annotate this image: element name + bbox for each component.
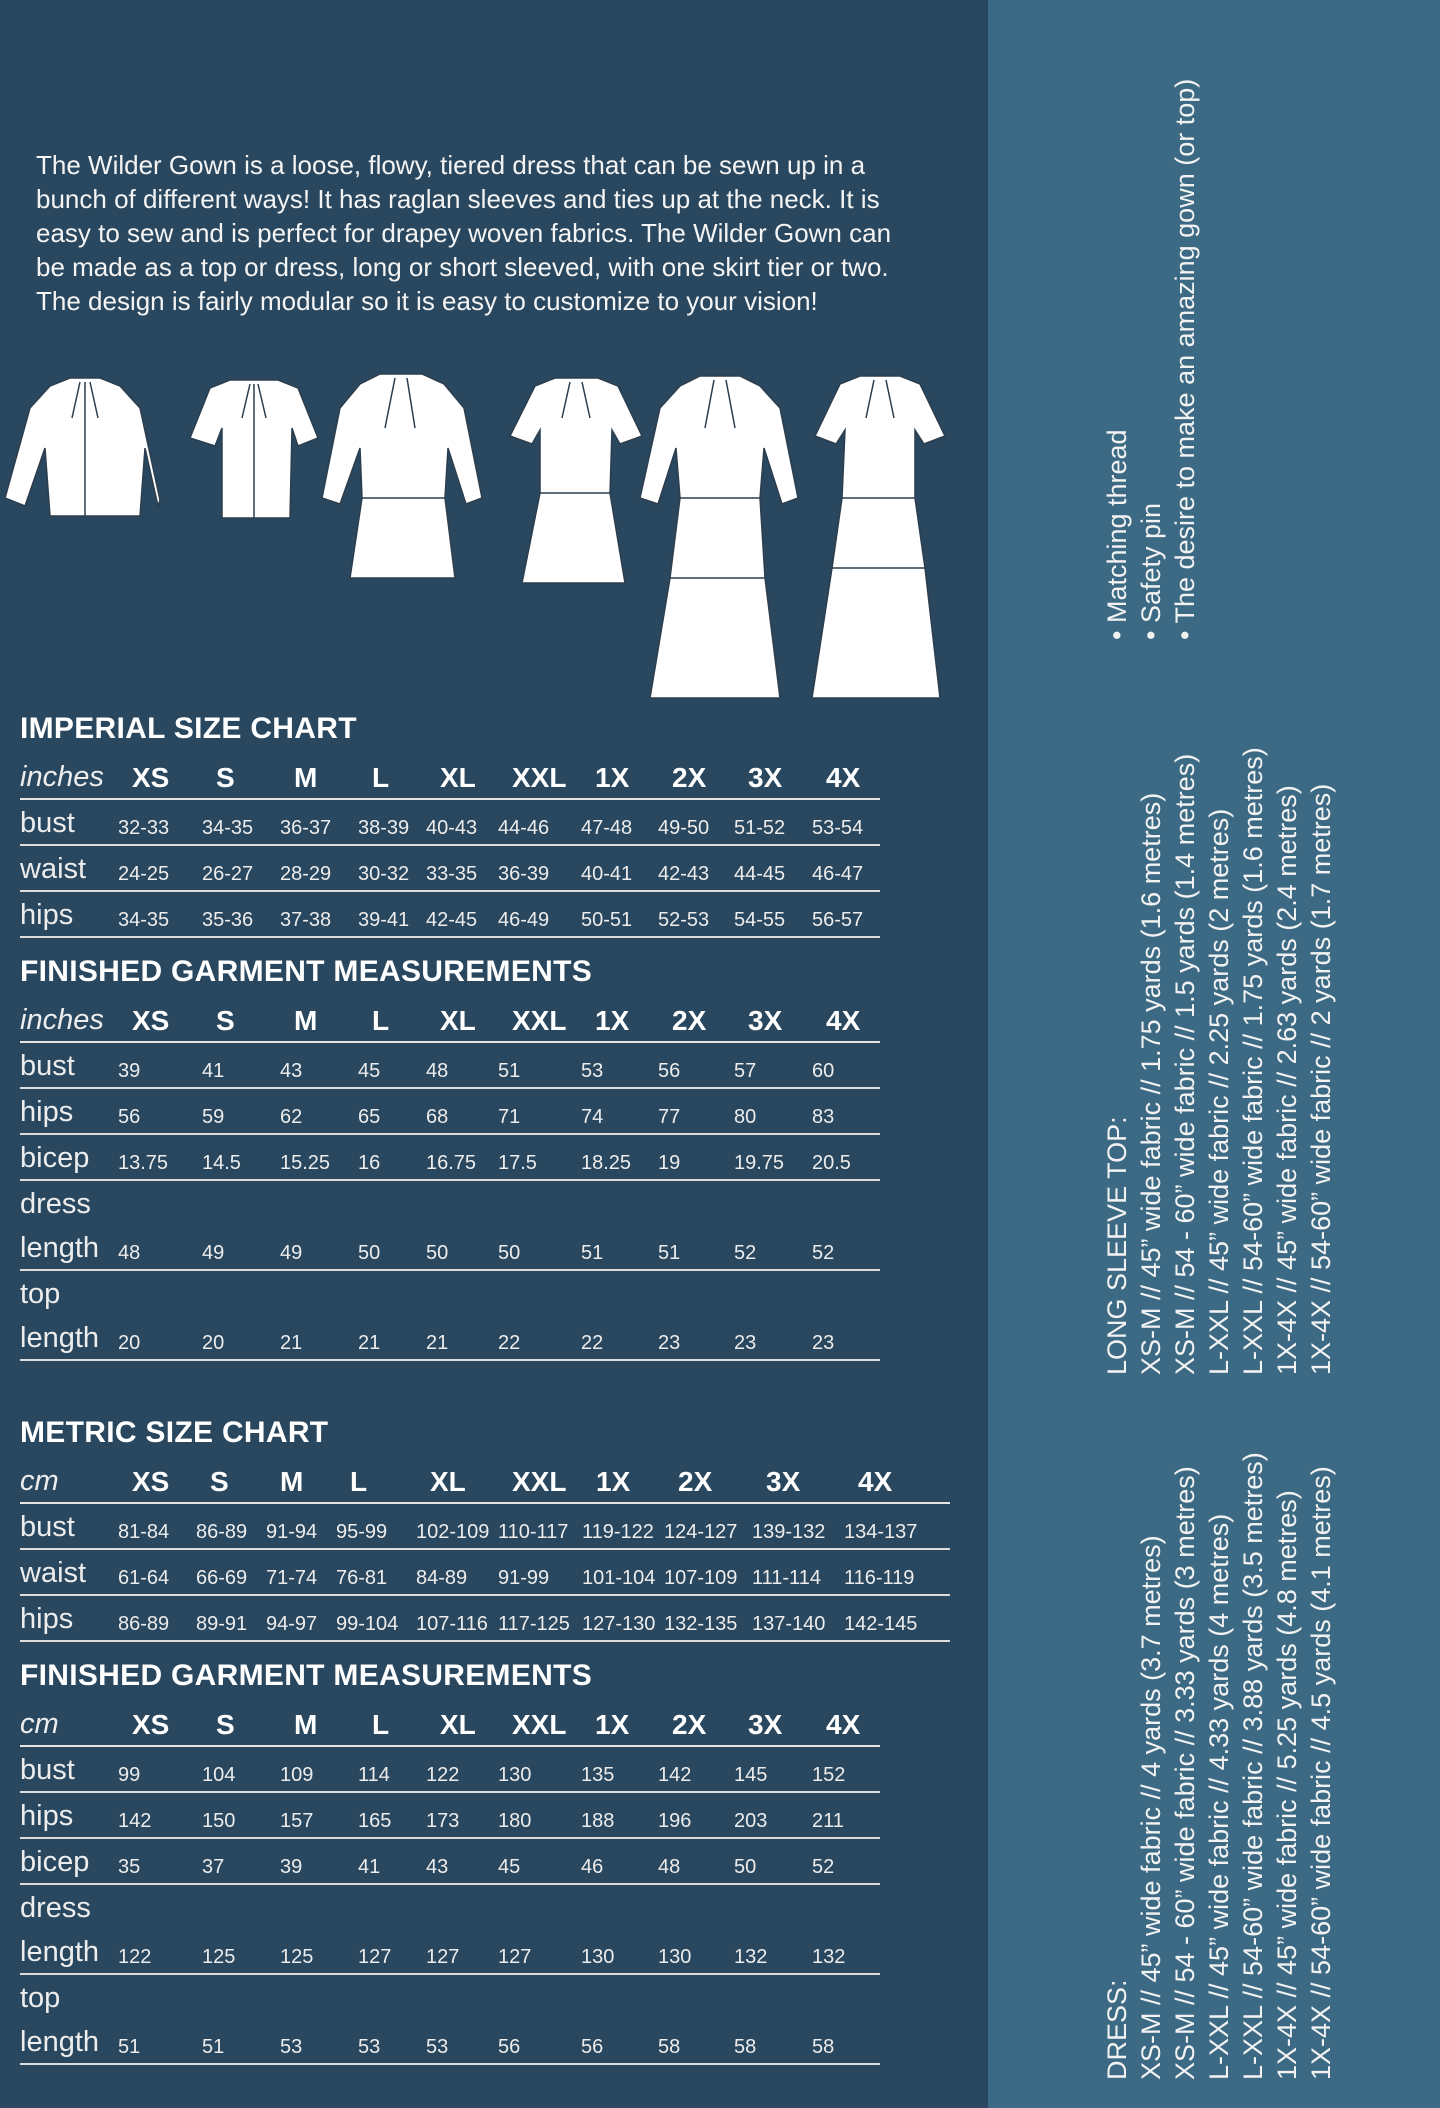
garment-illustrations bbox=[0, 368, 960, 708]
long-sleeve-dress-illustration bbox=[322, 374, 482, 578]
table-row bbox=[20, 1181, 880, 1225]
section-title: METRIC SIZE CHART bbox=[20, 1416, 329, 1449]
table-cell: 130 bbox=[498, 1764, 532, 1786]
table-cell: 95-99 bbox=[336, 1521, 388, 1543]
table-cell: 34-35 bbox=[202, 817, 254, 839]
table-cell: 49-50 bbox=[658, 817, 710, 839]
size-header: 4X bbox=[858, 1466, 893, 1497]
row-label: bust bbox=[20, 807, 75, 839]
size-header: M bbox=[280, 1466, 304, 1497]
row-label: waist bbox=[20, 853, 87, 885]
table-cell: 84-89 bbox=[416, 1567, 468, 1589]
row-label: length bbox=[20, 2026, 100, 2058]
dress-yardage bbox=[1100, 1452, 1338, 2080]
table-cell: 150 bbox=[202, 1810, 236, 1832]
size-header: 3X bbox=[748, 1005, 783, 1036]
unit-label: cm bbox=[20, 1708, 59, 1740]
table-cell: 37 bbox=[202, 1856, 225, 1878]
short-sleeve-dress-illustration bbox=[510, 378, 642, 583]
notion-item: • Matching thread bbox=[1102, 429, 1132, 640]
size-header: XXL bbox=[512, 762, 567, 793]
table-cell: 54-55 bbox=[734, 909, 786, 931]
table-cell: 66-69 bbox=[196, 1567, 248, 1589]
table-cell: 135 bbox=[581, 1764, 615, 1786]
table-cell: 41 bbox=[358, 1856, 381, 1878]
long-sleeve-top-yardage bbox=[1100, 747, 1338, 1375]
table-cell: 94-97 bbox=[266, 1613, 318, 1635]
table-cell: 38-39 bbox=[358, 817, 410, 839]
table-cell: 24-25 bbox=[118, 863, 170, 885]
table-cell: 62 bbox=[280, 1106, 303, 1128]
table-cell: 39 bbox=[118, 1060, 141, 1082]
table-cell: 57 bbox=[734, 1060, 757, 1082]
table-cell: 34-35 bbox=[118, 909, 170, 931]
table-cell: 50-51 bbox=[581, 909, 633, 931]
table-row bbox=[20, 1596, 950, 1642]
size-header: M bbox=[294, 1005, 318, 1036]
table-cell: 130 bbox=[581, 1946, 615, 1968]
short-sleeve-top-illustration bbox=[190, 380, 318, 518]
table-cell: 28-29 bbox=[280, 863, 332, 885]
row-label: length bbox=[20, 1322, 100, 1354]
table-cell: 21 bbox=[426, 1332, 449, 1354]
table-cell: 46 bbox=[581, 1856, 604, 1878]
size-header: XL bbox=[430, 1466, 466, 1497]
table-cell: 110-117 bbox=[498, 1521, 569, 1543]
table-cell: 132 bbox=[812, 1946, 846, 1968]
table-cell: 86-89 bbox=[118, 1613, 170, 1635]
table-cell: 119-122 bbox=[582, 1521, 654, 1543]
yardage-line: L-XXL // 54-60” wide fabric // 1.75 yards (1.6 metres) bbox=[1238, 747, 1268, 1375]
table-cell: 44-46 bbox=[498, 817, 550, 839]
table-cell: 80 bbox=[734, 1106, 757, 1128]
dress-heading: DRESS: bbox=[1102, 1979, 1132, 2080]
table-row bbox=[20, 892, 880, 938]
table-cell: 45 bbox=[498, 1856, 521, 1878]
table-cell: 81-84 bbox=[118, 1521, 170, 1543]
table-cell: 17.5 bbox=[498, 1152, 537, 1174]
row-label: hips bbox=[20, 1603, 74, 1635]
table-cell: 203 bbox=[734, 1810, 768, 1832]
size-header: XS bbox=[132, 1709, 170, 1740]
size-header: S bbox=[216, 762, 235, 793]
table-cell: 32-33 bbox=[118, 817, 170, 839]
table-cell: 68 bbox=[426, 1106, 449, 1128]
table-cell: 16 bbox=[358, 1152, 381, 1174]
table-cell: 36-39 bbox=[498, 863, 550, 885]
yardage-line: L-XXL // 45” wide fabric // 2.25 yards (2 metres) bbox=[1204, 808, 1234, 1375]
table-cell: 132 bbox=[734, 1946, 768, 1968]
size-header: XL bbox=[440, 762, 476, 793]
table-cell: 48 bbox=[118, 1242, 141, 1264]
row-label: top bbox=[20, 1278, 61, 1310]
table-cell: 48 bbox=[426, 1060, 449, 1082]
table-cell: 122 bbox=[118, 1946, 152, 1968]
table-row bbox=[20, 1225, 880, 1271]
row-label: hips bbox=[20, 1096, 74, 1128]
table-cell: 53 bbox=[426, 2036, 449, 2058]
long-sleeve-top-heading: LONG SLEEVE TOP: bbox=[1102, 1116, 1132, 1375]
table-row bbox=[20, 846, 880, 892]
size-header: XS bbox=[132, 1466, 170, 1497]
table-row bbox=[20, 1550, 950, 1596]
size-header: 3X bbox=[748, 762, 783, 793]
table-cell: 49 bbox=[202, 1242, 225, 1264]
yardage-line: 1X-4X // 54-60” wide fabric // 2 yards (1.7 metres) bbox=[1306, 783, 1336, 1375]
short-sleeve-gown-illustration bbox=[812, 376, 945, 698]
table-cell: 53 bbox=[581, 1060, 604, 1082]
size-header: L bbox=[372, 762, 390, 793]
notion-item: • Safety pin bbox=[1136, 502, 1166, 640]
table-cell: 37-38 bbox=[280, 909, 332, 931]
yardage-line: XS-M // 54 - 60” wide fabric // 3.33 yards (3 metres) bbox=[1170, 1466, 1200, 2080]
table-cell: 114 bbox=[358, 1764, 390, 1786]
table-cell: 117-125 bbox=[498, 1613, 570, 1635]
size-header: L bbox=[372, 1005, 390, 1036]
row-label: dress bbox=[20, 1188, 91, 1220]
size-header: 4X bbox=[826, 762, 861, 793]
long-sleeve-gown-illustration bbox=[640, 376, 798, 698]
size-header: S bbox=[216, 1005, 235, 1036]
table-cell: 19 bbox=[658, 1152, 681, 1174]
size-header: 2X bbox=[672, 1709, 707, 1740]
table-cell: 49 bbox=[280, 1242, 303, 1264]
table-cell: 139-132 bbox=[752, 1521, 826, 1543]
size-header: M bbox=[294, 762, 318, 793]
table-cell: 48 bbox=[658, 1856, 681, 1878]
table-cell: 45 bbox=[358, 1060, 381, 1082]
table-cell: 56 bbox=[581, 2036, 604, 2058]
table-cell: 43 bbox=[280, 1060, 303, 1082]
size-header: 4X bbox=[826, 1005, 861, 1036]
table-cell: 142-145 bbox=[844, 1613, 918, 1635]
table-cell: 50 bbox=[498, 1242, 521, 1264]
table-cell: 107-116 bbox=[416, 1613, 488, 1635]
table-cell: 26-27 bbox=[202, 863, 254, 885]
table-cell: 77 bbox=[658, 1106, 681, 1128]
table-cell: 127 bbox=[498, 1946, 532, 1968]
table-cell: 91-99 bbox=[498, 1567, 550, 1589]
table-cell: 42-45 bbox=[426, 909, 478, 931]
table-cell: 157 bbox=[280, 1810, 314, 1832]
table-cell: 58 bbox=[812, 2036, 835, 2058]
table-cell: 65 bbox=[358, 1106, 381, 1128]
table-cell: 39 bbox=[280, 1856, 303, 1878]
table-cell: 52 bbox=[734, 1242, 757, 1264]
table-row bbox=[20, 1043, 880, 1089]
table-row bbox=[20, 800, 880, 846]
table-cell: 52-53 bbox=[658, 909, 710, 931]
metric-finished-measurements bbox=[20, 1659, 880, 2065]
table-cell: 130 bbox=[658, 1946, 692, 1968]
size-header: M bbox=[294, 1709, 318, 1740]
size-header: L bbox=[350, 1466, 368, 1497]
imperial-size-chart bbox=[20, 712, 880, 938]
unit-label: cm bbox=[20, 1465, 59, 1497]
table-cell: 142 bbox=[118, 1810, 152, 1832]
table-cell: 50 bbox=[734, 1856, 757, 1878]
header-row bbox=[20, 999, 880, 1043]
table-cell: 145 bbox=[734, 1764, 768, 1786]
table-cell: 51 bbox=[118, 2036, 141, 2058]
table-cell: 14.5 bbox=[202, 1152, 241, 1174]
table-cell: 76-81 bbox=[336, 1567, 388, 1589]
table-cell: 127 bbox=[426, 1946, 460, 1968]
row-label: waist bbox=[20, 1557, 87, 1589]
size-header: L bbox=[372, 1709, 390, 1740]
yardage-line: XS-M // 45” wide fabric // 1.75 yards (1.6 metres) bbox=[1136, 792, 1166, 1375]
table-cell: 196 bbox=[658, 1810, 692, 1832]
table-cell: 101-104 bbox=[582, 1567, 656, 1589]
table-cell: 16.75 bbox=[426, 1152, 477, 1174]
table-cell: 107-109 bbox=[664, 1567, 738, 1589]
header-row bbox=[20, 756, 880, 800]
table-cell: 152 bbox=[812, 1764, 846, 1786]
table-cell: 99 bbox=[118, 1764, 141, 1786]
yardage-line: XS-M // 45” wide fabric // 4 yards (3.7 metres) bbox=[1136, 1535, 1166, 2080]
table-cell: 33-35 bbox=[426, 863, 478, 885]
table-cell: 39-41 bbox=[358, 909, 410, 931]
table-cell: 86-89 bbox=[196, 1521, 248, 1543]
table-cell: 40-41 bbox=[581, 863, 633, 885]
table-cell: 52 bbox=[812, 1242, 835, 1264]
row-label: hips bbox=[20, 1800, 74, 1832]
table-cell: 83 bbox=[812, 1106, 835, 1128]
table-cell: 125 bbox=[202, 1946, 236, 1968]
table-cell: 134-137 bbox=[844, 1521, 918, 1543]
right-panel bbox=[988, 0, 1440, 2108]
unit-label: inches bbox=[20, 761, 104, 793]
row-label: bust bbox=[20, 1754, 75, 1786]
table-cell: 51 bbox=[581, 1242, 604, 1264]
yardage-line: 1X-4X // 54-60” wide fabric // 4.5 yards (4.1 metres) bbox=[1306, 1466, 1336, 2080]
table-cell: 36-37 bbox=[280, 817, 332, 839]
table-cell: 122 bbox=[426, 1764, 460, 1786]
table-cell: 44-45 bbox=[734, 863, 786, 885]
table-cell: 20 bbox=[202, 1332, 225, 1354]
table-row bbox=[20, 1929, 880, 1975]
table-row bbox=[20, 1885, 880, 1929]
size-header: 2X bbox=[672, 1005, 707, 1036]
table-cell: 58 bbox=[658, 2036, 681, 2058]
table-cell: 211 bbox=[812, 1810, 844, 1832]
table-cell: 60 bbox=[812, 1060, 835, 1082]
size-header: XXL bbox=[512, 1466, 567, 1497]
table-cell: 43 bbox=[426, 1856, 449, 1878]
table-cell: 30-32 bbox=[358, 863, 410, 885]
table-cell: 47-48 bbox=[581, 817, 633, 839]
table-cell: 116-119 bbox=[844, 1567, 915, 1589]
table-cell: 42-43 bbox=[658, 863, 710, 885]
table-cell: 61-64 bbox=[118, 1567, 170, 1589]
table-cell: 142 bbox=[658, 1764, 692, 1786]
yardage-line: L-XXL // 45” wide fabric // 4.33 yards (4 metres) bbox=[1204, 1513, 1234, 2080]
table-cell: 23 bbox=[812, 1332, 835, 1354]
table-cell: 104 bbox=[202, 1764, 236, 1786]
row-label: bicep bbox=[20, 1142, 90, 1174]
metric-size-chart bbox=[20, 1416, 950, 1642]
size-header: XS bbox=[132, 1005, 170, 1036]
table-cell: 109 bbox=[280, 1764, 314, 1786]
size-header: 1X bbox=[595, 762, 630, 793]
table-cell: 53-54 bbox=[812, 817, 864, 839]
table-row bbox=[20, 1839, 880, 1885]
size-header: XXL bbox=[512, 1005, 567, 1036]
table-row bbox=[20, 1975, 880, 2019]
yardage-line: 1X-4X // 45” wide fabric // 2.63 yards (2.4 metres) bbox=[1272, 785, 1302, 1375]
table-cell: 56 bbox=[118, 1106, 141, 1128]
table-cell: 21 bbox=[280, 1332, 303, 1354]
section-title: FINISHED GARMENT MEASUREMENTS bbox=[20, 955, 593, 988]
table-cell: 127 bbox=[358, 1946, 392, 1968]
table-cell: 51 bbox=[658, 1242, 681, 1264]
size-header: 1X bbox=[595, 1709, 630, 1740]
table-row bbox=[20, 1793, 880, 1839]
table-cell: 165 bbox=[358, 1810, 392, 1832]
table-cell: 53 bbox=[358, 2036, 381, 2058]
table-cell: 125 bbox=[280, 1946, 314, 1968]
size-header: 3X bbox=[766, 1466, 801, 1497]
table-cell: 71-74 bbox=[266, 1567, 318, 1589]
row-label: bicep bbox=[20, 1846, 90, 1878]
table-cell: 188 bbox=[581, 1810, 615, 1832]
table-cell: 35-36 bbox=[202, 909, 254, 931]
table-cell: 22 bbox=[581, 1332, 604, 1354]
table-cell: 124-127 bbox=[664, 1521, 738, 1543]
table-row bbox=[20, 1271, 880, 1315]
table-cell: 46-49 bbox=[498, 909, 550, 931]
row-label: hips bbox=[20, 899, 74, 931]
table-row bbox=[20, 1747, 880, 1793]
table-cell: 180 bbox=[498, 1810, 532, 1832]
imperial-finished-measurements bbox=[20, 955, 880, 1361]
size-header: S bbox=[216, 1709, 235, 1740]
row-label: bust bbox=[20, 1511, 75, 1543]
intro-text: The Wilder Gown is a loose, flowy, tiered dress that can be sewn up in a bunch of different ways! It has raglan sleeves and ties up at the neck. It is easy to sew and is perfect for drapey woven fabrics. The Wilder Gown can be made as a top or dress, long or short sleeved, with one skirt tier or two. The design is fairly modular so it is easy to customize to your vision! bbox=[36, 150, 892, 316]
table-cell: 22 bbox=[498, 1332, 521, 1354]
size-header: 1X bbox=[595, 1005, 630, 1036]
section-title: IMPERIAL SIZE CHART bbox=[20, 712, 357, 745]
table-row bbox=[20, 2019, 880, 2065]
notion-item: • The desire to make an amazing gown (or top) bbox=[1170, 78, 1200, 640]
yardage-line: L-XXL // 54-60” wide fabric // 3.88 yards (3.5 metres) bbox=[1238, 1452, 1268, 2080]
notions-list bbox=[1100, 79, 1202, 640]
size-header: 2X bbox=[678, 1466, 713, 1497]
table-cell: 50 bbox=[426, 1242, 449, 1264]
size-header: 1X bbox=[596, 1466, 631, 1497]
table-cell: 173 bbox=[426, 1810, 460, 1832]
size-header: XL bbox=[440, 1005, 476, 1036]
table-cell: 89-91 bbox=[196, 1613, 248, 1635]
table-cell: 50 bbox=[358, 1242, 381, 1264]
table-cell: 99-104 bbox=[336, 1613, 399, 1635]
table-cell: 40-43 bbox=[426, 817, 478, 839]
table-cell: 132-135 bbox=[664, 1613, 738, 1635]
table-cell: 20.5 bbox=[812, 1152, 851, 1174]
table-cell: 111-114 bbox=[752, 1567, 821, 1589]
size-header: S bbox=[210, 1466, 229, 1497]
table-row bbox=[20, 1135, 880, 1181]
table-cell: 56-57 bbox=[812, 909, 864, 931]
table-cell: 23 bbox=[658, 1332, 681, 1354]
header-row bbox=[20, 1460, 950, 1504]
table-row bbox=[20, 1089, 880, 1135]
unit-label: inches bbox=[20, 1004, 104, 1036]
size-header: XL bbox=[440, 1709, 476, 1740]
row-label: length bbox=[20, 1232, 100, 1264]
table-row bbox=[20, 1315, 880, 1361]
row-label: length bbox=[20, 1936, 100, 1968]
table-cell: 15.25 bbox=[280, 1152, 331, 1174]
table-cell: 74 bbox=[581, 1106, 604, 1128]
size-header: XS bbox=[132, 762, 170, 793]
section-title: FINISHED GARMENT MEASUREMENTS bbox=[20, 1659, 593, 1692]
table-cell: 19.75 bbox=[734, 1152, 785, 1174]
table-cell: 20 bbox=[118, 1332, 141, 1354]
table-cell: 102-109 bbox=[416, 1521, 490, 1543]
row-label: dress bbox=[20, 1892, 91, 1924]
table-cell: 71 bbox=[498, 1106, 521, 1128]
table-cell: 56 bbox=[498, 2036, 521, 2058]
yardage-line: XS-M // 54 - 60” wide fabric // 1.5 yards (1.4 metres) bbox=[1170, 753, 1200, 1375]
table-cell: 41 bbox=[202, 1060, 225, 1082]
table-cell: 56 bbox=[658, 1060, 681, 1082]
size-header: XXL bbox=[512, 1709, 567, 1740]
size-header: 2X bbox=[672, 762, 707, 793]
table-cell: 21 bbox=[358, 1332, 381, 1354]
table-cell: 59 bbox=[202, 1106, 225, 1128]
table-cell: 58 bbox=[734, 2036, 757, 2058]
row-label: bust bbox=[20, 1050, 75, 1082]
yardage-line: 1X-4X // 45” wide fabric // 5.25 yards (4.8 metres) bbox=[1272, 1490, 1302, 2080]
table-row bbox=[20, 1504, 950, 1550]
table-cell: 127-130 bbox=[582, 1613, 656, 1635]
table-cell: 51 bbox=[202, 2036, 225, 2058]
size-header: 3X bbox=[748, 1709, 783, 1740]
long-sleeve-top-illustration bbox=[5, 378, 160, 516]
table-cell: 51 bbox=[498, 1060, 521, 1082]
table-cell: 91-94 bbox=[266, 1521, 318, 1543]
size-header: 4X bbox=[826, 1709, 861, 1740]
table-cell: 23 bbox=[734, 1332, 757, 1354]
table-cell: 137-140 bbox=[752, 1613, 826, 1635]
table-cell: 51-52 bbox=[734, 817, 786, 839]
table-cell: 46-47 bbox=[812, 863, 864, 885]
row-label: top bbox=[20, 1982, 61, 2014]
table-cell: 13.75 bbox=[118, 1152, 169, 1174]
table-cell: 53 bbox=[280, 2036, 303, 2058]
header-row bbox=[20, 1703, 880, 1747]
table-cell: 52 bbox=[812, 1856, 835, 1878]
table-cell: 18.25 bbox=[581, 1152, 632, 1174]
table-cell: 35 bbox=[118, 1856, 141, 1878]
